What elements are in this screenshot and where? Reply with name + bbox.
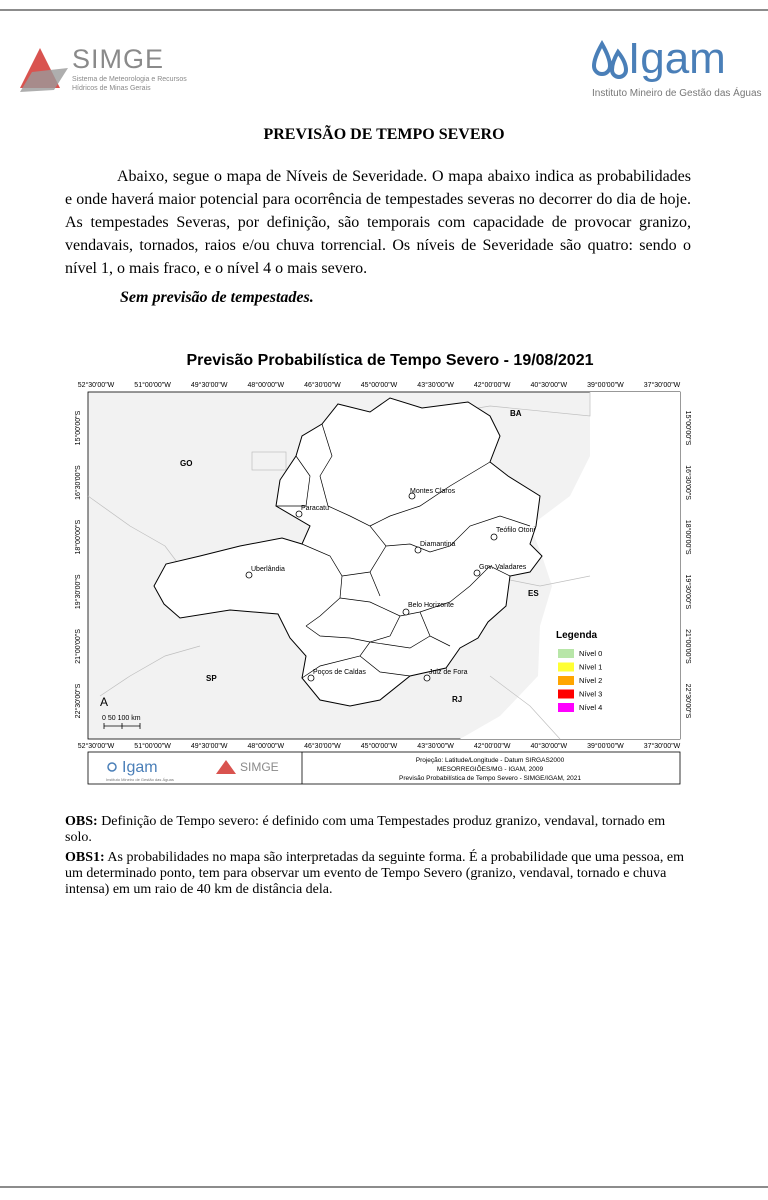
latitude-ticks-right (684, 411, 692, 719)
footer-igam-sub: Instituto Mineiro de Gestão das Águas (106, 777, 174, 782)
city-label: Belo Horizonte (408, 602, 454, 609)
legend-swatch (558, 676, 574, 685)
north-arrow-icon: A (100, 695, 109, 709)
longitude-tick-label: 52°30'00"W (77, 382, 115, 389)
longitude-tick-label: 48°00'00"W (247, 743, 285, 750)
intro-paragraph (65, 165, 691, 280)
igam-logo (588, 34, 763, 108)
latitude-tick-label: 21°00'00"S (684, 629, 691, 664)
state-label: ES (528, 589, 539, 598)
longitude-tick-label: 51°00'00"W (134, 743, 171, 750)
bottom-rule (0, 1186, 768, 1188)
simge-mark-icon (18, 44, 74, 100)
credit-line: Projeção: Latitude/Longitude - Datum SIRGAS2000 (415, 757, 565, 764)
latitude-tick-label: 19°30'00"S (684, 574, 691, 610)
longitude-tick-label: 39°00'00"W (587, 743, 624, 750)
latitude-tick-label: 15°00'00"S (75, 410, 82, 446)
longitude-tick-label: 43°30'00"W (417, 382, 454, 389)
state-label: BA (510, 409, 522, 418)
obs1-text: As probabilidades no mapa são interpretadas da seguinte forma. É a probabilidade que uma pessoa, em um determinado ponto, tem para observar um evento de Tempo Severo (granizo, vendaval, tornado e chuva intensa) em um raio de 40 km de distância dela. (65, 850, 684, 897)
longitude-tick-label: 46°30'00"W (304, 382, 341, 389)
latitude-tick-label: 19°30'00"S (75, 574, 82, 610)
legend-label: Nível 0 (579, 649, 603, 658)
longitude-tick-label: 45°00'00"W (360, 743, 398, 750)
state-label: SP (206, 674, 217, 683)
igam-subtitle: Instituto Mineiro de Gestão das Águas (592, 88, 762, 99)
city-marker (491, 534, 497, 540)
city-label: Paracatu (301, 505, 330, 512)
longitude-tick-label: 46°30'00"W (304, 743, 341, 750)
legend-label: Nível 1 (579, 662, 603, 672)
longitude-tick-label: 49°30'00"W (190, 382, 228, 389)
state-label: GO (180, 459, 193, 468)
longitude-ticks-top (78, 381, 681, 389)
city-label: Poços de Caldas (313, 669, 366, 676)
longitude-tick-label: 42°00'00"W (473, 743, 511, 750)
longitude-tick-label: 48°00'00"W (247, 382, 285, 389)
longitude-tick-label: 42°00'00"W (473, 382, 511, 389)
legend-swatch (558, 663, 574, 672)
map-title: Previsão Probabilística de Tempo Severo - 19/08/2021 (186, 352, 594, 369)
longitude-tick-label: 40°30'00"W (530, 382, 568, 389)
obs1-label: OBS1: (65, 850, 105, 865)
longitude-ticks-bottom (78, 742, 681, 750)
latitude-tick-label: 16°30'00"S (75, 465, 82, 500)
latitude-tick-label: 15°00'00"S (684, 410, 691, 446)
intro-text: Abaixo, segue o mapa de Níveis de Severidade. O mapa abaixo indica as probabilidades e onde haverá maior potencial para ocorrência de tempestades severas no decorrer do dia de hoje. As tempestades Severas, por definição, são temporais com capacidade de provocar granizo, vendavais, tornados, raios e/ou chuva torrencial. Os níveis de Severidade são quatro: sendo o nível 1, o mais fraco, e o nível 4 o mais severo. (65, 168, 691, 277)
legend-swatch (558, 690, 574, 699)
longitude-tick-label: 37°30'00"W (643, 743, 681, 750)
city-label: Uberlândia (251, 566, 285, 573)
longitude-tick-label: 49°30'00"W (190, 743, 228, 750)
map-footer-box (88, 752, 680, 784)
latitude-tick-label: 16°30'00"S (684, 465, 691, 500)
city-label: Teófilo Otoni (496, 527, 535, 534)
footer-simge-name: SIMGE (240, 760, 279, 774)
city-label: Juiz de Fora (429, 669, 468, 676)
longitude-tick-label: 40°30'00"W (530, 743, 568, 750)
legend-swatch (558, 649, 574, 658)
legend-label: Nível 3 (579, 689, 603, 699)
latitude-tick-label: 22°30'00"S (684, 683, 691, 719)
longitude-tick-label: 45°00'00"W (360, 382, 398, 389)
simge-logo (14, 36, 189, 108)
obs-text: Definição de Tempo severo: é definido com uma Tempestades produz granizo, vendaval, tornado em solo. (65, 814, 666, 845)
state-label: RJ (452, 695, 463, 704)
city-marker (403, 609, 409, 615)
simge-name: SIMGE (72, 44, 165, 74)
longitude-tick-label: 52°30'00"W (77, 743, 115, 750)
credit-line: MESORREGIÕES/MG - IGAM, 2009 (436, 766, 544, 773)
footer-igam-name: Igam (122, 759, 158, 776)
obs-label: OBS: (65, 814, 98, 829)
legend-label: Nível 2 (579, 676, 603, 685)
obs-note (65, 814, 695, 846)
page-title: PREVISÃO DE TEMPO SEVERO (263, 126, 505, 143)
latitude-tick-label: 22°30'00"S (75, 683, 82, 719)
latitude-tick-label: 18°00'00"S (684, 519, 691, 555)
city-label: Diamantina (420, 541, 456, 548)
scale-label: 0 50 100 km (102, 715, 141, 722)
legend-label: Nível 4 (579, 703, 603, 712)
latitude-ticks-left (74, 410, 82, 718)
latitude-tick-label: 21°00'00"S (75, 629, 82, 664)
top-rule (0, 9, 768, 11)
city-label: Gov. Valadares (479, 564, 527, 571)
longitude-tick-label: 39°00'00"W (587, 382, 624, 389)
city-label: Montes Claros (410, 488, 456, 495)
legend-swatch (558, 703, 574, 712)
legend-title: Legenda (556, 630, 598, 641)
igam-drops-icon (590, 42, 630, 82)
igam-name: Igam (628, 34, 726, 83)
credit-line: Previsão Probabilística de Tempo Severo - SIMGE/IGAM, 2021 (399, 775, 581, 782)
obs1-note (65, 850, 695, 898)
longitude-tick-label: 51°00'00"W (134, 382, 171, 389)
longitude-tick-label: 37°30'00"W (643, 382, 681, 389)
latitude-tick-label: 18°00'00"S (75, 519, 82, 555)
simge-subtitle: Sistema de Meteorologia e Recursos Hídricos de Minas Gerais (72, 76, 187, 92)
no-forecast-note: Sem previsão de tempestades. (120, 289, 314, 306)
longitude-tick-label: 43°30'00"W (417, 743, 454, 750)
severity-map (70, 376, 690, 786)
